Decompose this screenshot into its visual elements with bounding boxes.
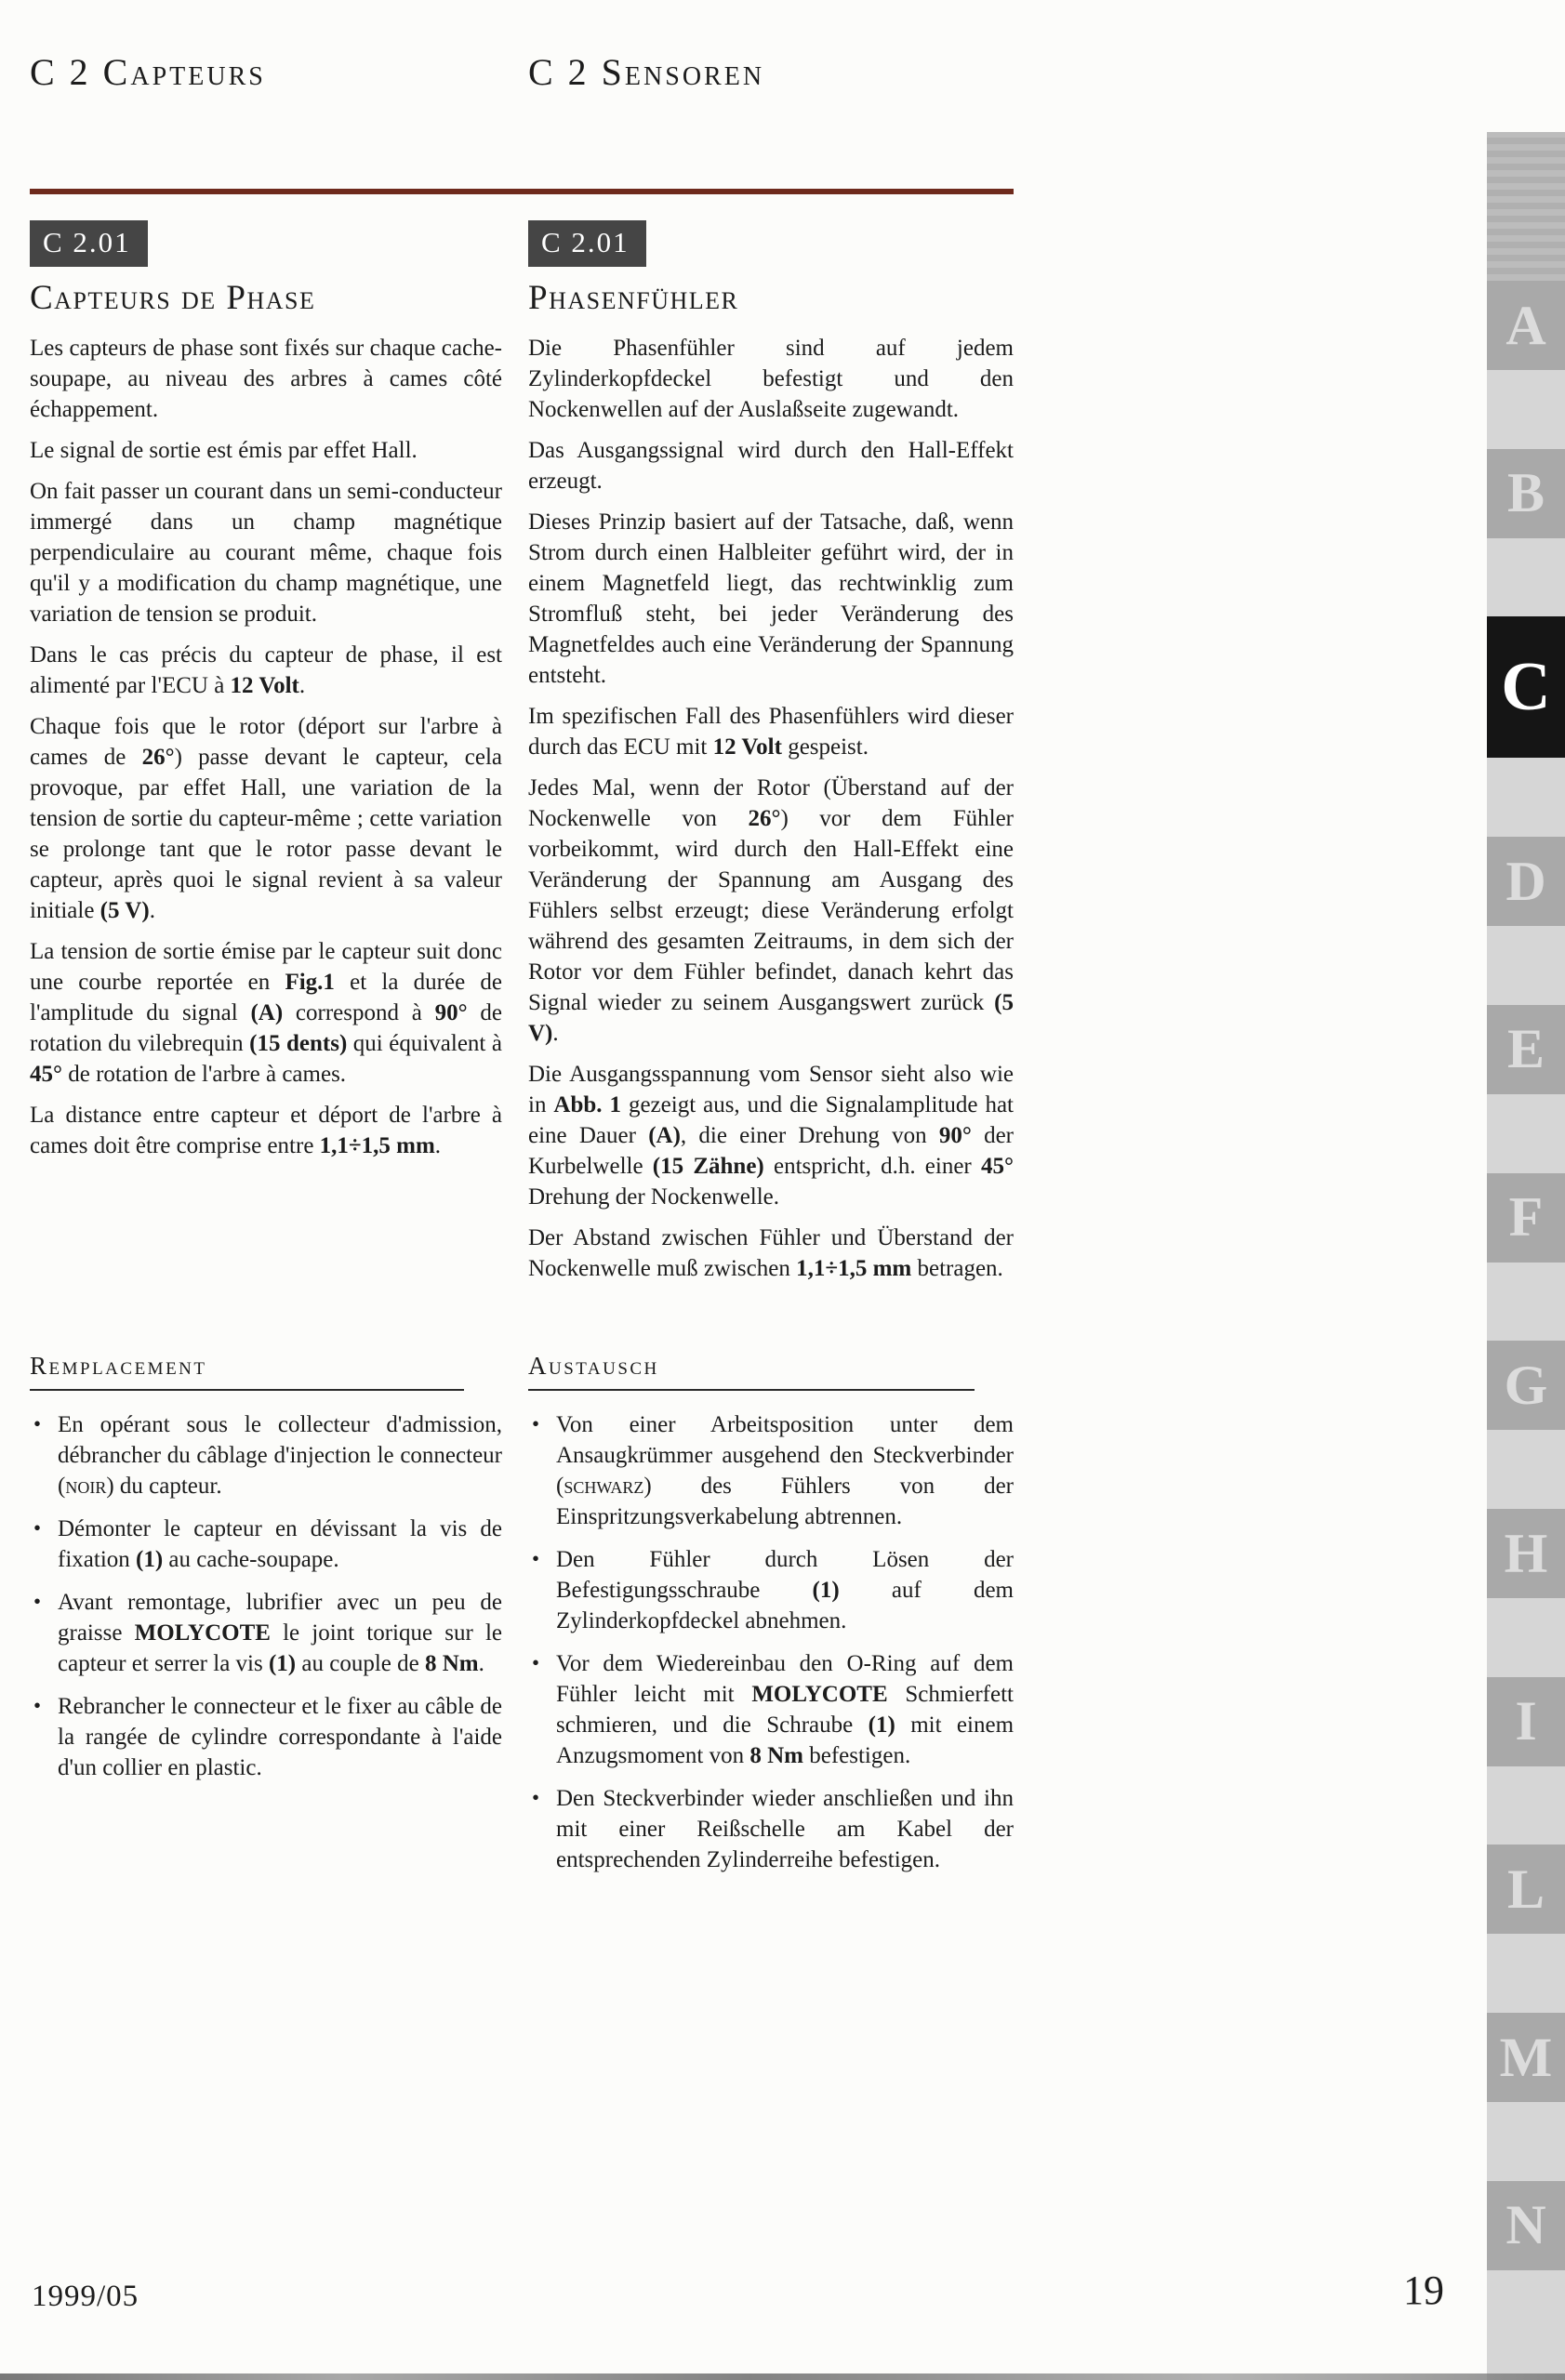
text-segment: (1)	[268, 1650, 297, 1676]
chapter-title-french: C 2 Capteurs	[30, 51, 266, 93]
section-badge-french: C 2.01	[30, 220, 148, 267]
text-segment: 45°	[30, 1061, 62, 1087]
tab-letter: C	[1501, 648, 1551, 725]
tab-letter: G	[1504, 1354, 1548, 1416]
tab-letter: H	[1504, 1522, 1548, 1584]
text-segment: La distance entre capteur et déport de l'arbre à cames doit être comprise entre	[30, 1102, 502, 1158]
text-segment: Das Ausgangssignal wird durch den Hall-Effekt erzeugt.	[528, 437, 1014, 494]
body-grid	[30, 220, 1014, 1887]
bullet-item	[528, 1409, 1014, 1532]
header-row	[30, 52, 1014, 93]
paragraph	[528, 701, 1014, 762]
text-segment: (A)	[648, 1122, 681, 1148]
text-segment: .	[298, 672, 306, 698]
text-segment: Abb. 1	[553, 1091, 621, 1117]
thumb-tab-l	[1487, 1844, 1565, 1934]
thumb-tab-d	[1487, 837, 1565, 926]
text-segment: .	[478, 1650, 484, 1676]
text-segment: Jedes Mal, wenn der Rotor (Überstand auf der Nockenwelle von	[528, 774, 1014, 831]
text-segment: Vor dem Wiedereinbau den O-Ring auf dem Fühler leicht mit	[556, 1650, 1014, 1707]
thumb-tab-c	[1487, 616, 1565, 758]
text-segment: 12 Volt	[230, 672, 299, 698]
text-segment: befestigen.	[802, 1742, 911, 1768]
edition-date: 1999/05	[32, 2280, 139, 2313]
text-segment: , die einer Drehung von	[680, 1122, 939, 1148]
bullet-icon: •	[532, 1650, 540, 1674]
text-segment: En opérant sous le collecteur d'admission, débrancher du câblage d'injection le connecteur (	[58, 1411, 502, 1499]
text-segment: Von einer Arbeitsposition unter dem Ansaugkrümmer ausgehend den Steckverbinder (	[556, 1411, 1014, 1499]
french-paragraphs	[30, 333, 502, 1161]
text-segment: Démonter le capteur en dévissant la vis de fixation	[58, 1515, 502, 1572]
bullet-item	[30, 1587, 502, 1679]
text-segment: schwarz	[564, 1473, 644, 1499]
paragraph	[30, 476, 502, 629]
text-segment: Drehung der Nockenwelle.	[528, 1183, 780, 1210]
text-segment: Den Fühler durch Lösen der Befestigungsschraube	[556, 1546, 1014, 1603]
text-segment: gespeist.	[781, 734, 869, 760]
tab-letter: M	[1499, 2026, 1553, 2088]
bullet-icon: •	[33, 1411, 42, 1435]
text-segment: qui équivalent à	[347, 1030, 502, 1056]
text-segment: au cache-soupape.	[163, 1546, 339, 1572]
tab-letter: B	[1506, 462, 1545, 524]
divider-rule	[30, 189, 1014, 194]
text-segment: Le signal de sortie est émis par effet Hall.	[30, 437, 418, 463]
tab-letter: D	[1505, 850, 1546, 912]
text-segment: Rebrancher le connecteur et le fixer au câble de la rangée de cylindre correspondante à l'aide d'un collier en plastic.	[58, 1693, 502, 1780]
bullet-icon: •	[33, 1693, 42, 1717]
paragraph	[30, 640, 502, 701]
bullet-item	[528, 1783, 1014, 1875]
tab-letter: E	[1506, 1018, 1545, 1080]
section-french-main	[30, 220, 502, 1294]
text-segment: betragen.	[911, 1255, 1003, 1281]
german-bullets	[528, 1409, 1014, 1875]
bullet-text	[556, 1412, 1014, 1529]
section-german-main	[528, 220, 1014, 1294]
thumb-tab-a	[1487, 281, 1565, 370]
text-segment: Die Ausgangsspannung vom Sensor sieht also wie in	[528, 1061, 1014, 1117]
thumb-tab-i	[1487, 1677, 1565, 1766]
bullet-text	[556, 1547, 1014, 1633]
text-segment: Den Steckverbinder wieder anschließen und ihn mit einer Reißschelle am Kabel der entsprechenden Zylinderreihe befestigen.	[556, 1785, 1014, 1872]
text-segment: 8 Nm	[424, 1650, 479, 1676]
thumb-tab-m	[1487, 2013, 1565, 2102]
text-segment: .	[434, 1132, 442, 1158]
section-title-french: Capteurs de Phase	[30, 279, 316, 317]
text-segment: 26°	[141, 744, 175, 770]
thumb-tab-n	[1487, 2181, 1565, 2270]
text-segment: (15 dents)	[249, 1030, 348, 1056]
tab-letter: A	[1505, 294, 1546, 356]
thumb-tab-f	[1487, 1173, 1565, 1263]
text-segment: 1,1÷1,5 mm	[319, 1132, 435, 1158]
paragraph	[528, 1223, 1014, 1284]
bullet-text	[58, 1412, 502, 1499]
section-french-replacement	[30, 1352, 502, 1887]
bullet-item	[30, 1409, 502, 1501]
text-segment: Les capteurs de phase sont fixés sur chaque cache-soupape, au niveau des arbres à cames côté échappement.	[30, 335, 502, 422]
text-segment: 26°	[748, 805, 781, 831]
paragraph	[528, 773, 1014, 1049]
text-segment: (5 V)	[528, 989, 1014, 1046]
text-segment: ) vor dem Fühler vorbeikommt, wird durch den Hall-Effekt eine Veränderung der Spannung am Ausgang des Fühlers selbst erzeugt; diese Veränderung erfolgt während des gesamten Zeitraums, in dem sich der Rotor vor dem Fühler befindet, danach kehrt das Signal wieder zu seinem Ausgangswert zurück	[528, 805, 1015, 1015]
section-badge-german: C 2.01	[528, 220, 646, 267]
text-segment: Schmierfett schmieren, und die Schraube	[556, 1681, 1014, 1738]
text-segment: ) du capteur.	[106, 1473, 222, 1499]
text-segment: 90°	[434, 999, 468, 1025]
bullet-text	[58, 1590, 502, 1676]
bullet-icon: •	[33, 1589, 42, 1613]
text-segment: Die Phasenfühler sind auf jedem Zylinderkopfdeckel befestigt und den Nockenwellen auf der Auslaßseite zugewandt.	[528, 335, 1014, 422]
text-segment: Im spezifischen Fall des Phasenfühlers wird dieser durch das ECU mit	[528, 703, 1014, 760]
thumb-tab-b	[1487, 449, 1565, 538]
text-segment: MOLYCOTE	[134, 1620, 271, 1646]
text-segment: (1)	[812, 1577, 840, 1603]
bullet-icon: •	[33, 1515, 42, 1540]
paragraph	[528, 507, 1014, 691]
text-segment: noir	[65, 1473, 107, 1499]
strip-top-block	[1487, 132, 1565, 281]
text-segment: Dieses Prinzip basiert auf der Tatsache, daß, wenn Strom durch einen Halbleiter geführt wird, der in einem Magnetfeld liegt, das rechtwinklig zum Stromfluß steht, bei jeder Veränderung des Magnetfeldes auch eine Veränderung der Spannung entsteht.	[528, 509, 1014, 688]
text-segment: gezeigt aus, und die Signalamplitude hat eine Dauer	[528, 1091, 1014, 1148]
text-segment: entspricht, d.h. einer	[763, 1153, 981, 1179]
text-segment: 45°	[981, 1153, 1014, 1179]
subsection-title-german: Austausch	[528, 1352, 975, 1391]
text-segment: (15 Zähne)	[652, 1153, 764, 1179]
german-paragraphs	[528, 333, 1014, 1284]
tab-letter: I	[1515, 1690, 1537, 1752]
bullet-text	[58, 1516, 502, 1572]
paragraph	[30, 435, 502, 466]
text-segment: ) des Fühlers von der Einspritzungsverkabelung abtrennen.	[556, 1473, 1014, 1529]
bullet-item	[528, 1648, 1014, 1771]
text-segment: au couple de	[296, 1650, 425, 1676]
thumb-tab-g	[1487, 1341, 1565, 1430]
french-bullets	[30, 1409, 502, 1783]
text-segment: Dans le cas précis du capteur de phase, il est alimenté par l'ECU à	[30, 641, 502, 698]
text-segment: ) passe devant le capteur, cela provoque, par effet Hall, une variation de la tension de sortie du capteur-même ; cette variation se prolonge tant que le rotor passe devant le capteur, après quoi le signal revient à sa valeur initiale	[30, 744, 503, 923]
page-content	[30, 52, 1014, 1887]
tab-letter: N	[1505, 2194, 1546, 2256]
text-segment: (5 V)	[99, 897, 150, 923]
text-segment: mit einem Anzugsmoment von	[556, 1712, 1015, 1768]
text-segment: der Kurbelwelle	[528, 1122, 1015, 1179]
paragraph	[30, 936, 502, 1090]
bullet-item	[528, 1544, 1014, 1636]
text-segment: correspond à	[283, 999, 435, 1025]
bullet-text	[58, 1694, 502, 1780]
page-number: 19	[1403, 2268, 1444, 2313]
paragraph	[528, 1059, 1014, 1212]
text-segment: de rotation de l'arbre à cames.	[62, 1061, 347, 1087]
text-segment: auf dem Zylinderkopfdeckel abnehmen.	[556, 1577, 1014, 1633]
thumb-tab-h	[1487, 1509, 1565, 1598]
bullet-item	[30, 1514, 502, 1575]
paragraph	[528, 333, 1014, 425]
text-segment: de rotation du vilebrequin	[30, 999, 502, 1056]
text-segment: MOLYCOTE	[751, 1681, 888, 1707]
paragraph	[528, 435, 1014, 496]
thumb-tab-e	[1487, 1005, 1565, 1094]
bullet-icon: •	[532, 1546, 540, 1570]
bullet-item	[30, 1691, 502, 1783]
text-segment: .	[149, 897, 155, 923]
text-segment: 12 Volt	[712, 734, 782, 760]
text-segment: Chaque fois que le rotor (déport sur l'arbre à cames de	[30, 713, 502, 770]
section-title-german: Phasenfühler	[528, 279, 739, 317]
bullet-text	[556, 1786, 1014, 1872]
text-segment: 1,1÷1,5 mm	[796, 1255, 912, 1281]
paragraph	[30, 1100, 502, 1161]
chapter-title-german: C 2 Sensoren	[528, 51, 765, 93]
text-segment: 90°	[938, 1122, 972, 1148]
text-segment: Der Abstand zwischen Fühler und Überstand der Nockenwelle muß zwischen	[528, 1224, 1014, 1281]
text-segment: .	[552, 1020, 559, 1046]
tab-letter: F	[1508, 1186, 1544, 1249]
text-segment: (1)	[868, 1712, 895, 1738]
text-segment: On fait passer un courant dans un semi-conducteur immergé dans un champ magnétique perpendiculaire au courant même, chaque fois qu'il y a modification du champ magnétique, une variation de tension se produit.	[30, 478, 502, 627]
scan-bottom-edge	[0, 2373, 1565, 2380]
bullet-icon: •	[532, 1785, 540, 1809]
bullet-text	[556, 1651, 1014, 1768]
text-segment: La tension de sortie émise par le capteur suit donc une courbe reportée en	[30, 938, 502, 995]
thumb-index-tabs	[1487, 281, 1565, 2270]
text-segment: 8 Nm	[749, 1742, 803, 1768]
text-segment: (A)	[250, 999, 284, 1025]
text-segment: le joint torique sur le capteur et serrer la vis	[58, 1620, 503, 1676]
text-segment: et la durée de l'amplitude du signal	[30, 969, 502, 1025]
paragraph	[30, 333, 502, 425]
text-segment: (1)	[136, 1546, 164, 1572]
thumb-index-strip	[1487, 132, 1565, 2380]
text-segment: Fig.1	[285, 969, 335, 995]
paragraph	[30, 711, 502, 926]
section-german-replacement	[528, 1352, 1014, 1887]
text-segment: Avant remontage, lubrifier avec un peu de graisse	[58, 1589, 502, 1646]
subsection-title-french: Remplacement	[30, 1352, 464, 1391]
tab-letter: L	[1506, 1858, 1545, 1920]
bullet-icon: •	[532, 1411, 540, 1435]
